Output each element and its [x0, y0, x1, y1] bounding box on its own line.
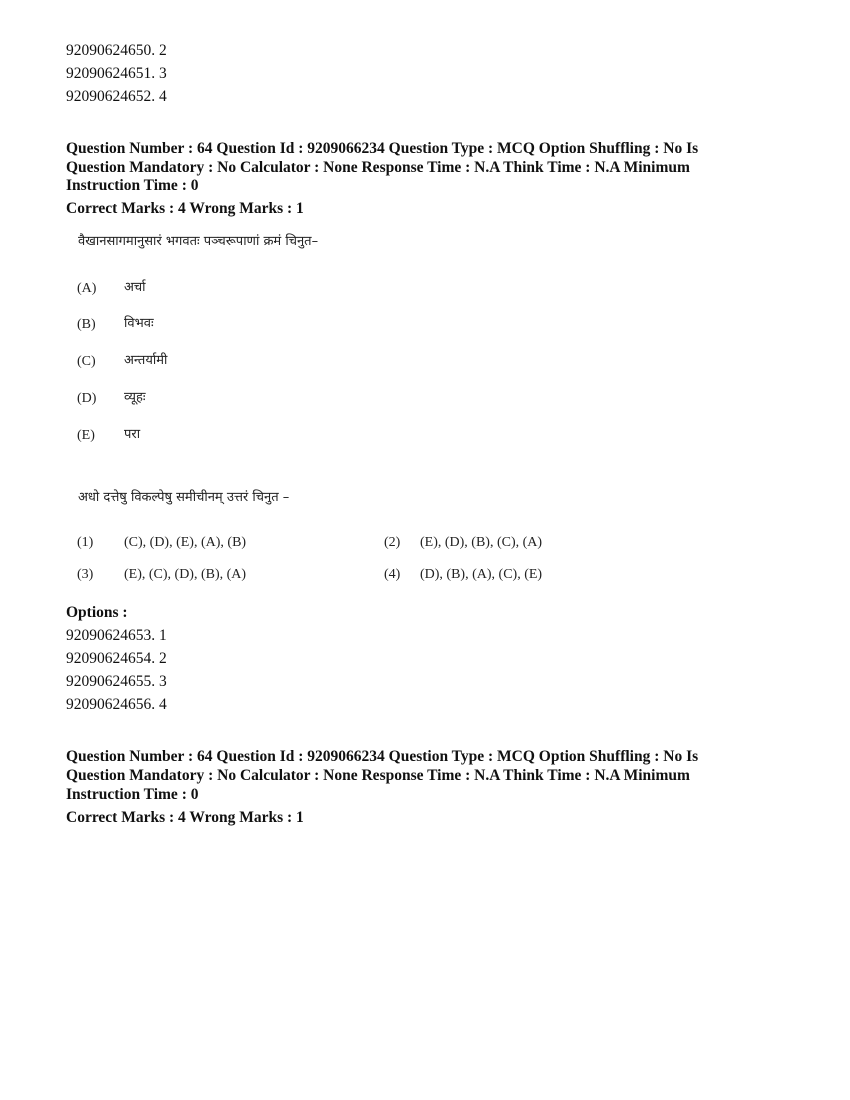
question-prompt: वैखानसागमानुसारं भगवतः पञ्चरूपाणां क्रमं चिनुत– — [78, 234, 319, 249]
option-number: 1 — [159, 627, 167, 644]
item-label: (D) — [77, 391, 97, 406]
option-id: 92090624655. — [66, 673, 156, 690]
option-number: 3 — [159, 65, 167, 82]
item-text: अर्चा — [124, 280, 146, 295]
option-id: 92090624656. — [66, 696, 156, 713]
choice-label: (1) — [77, 535, 94, 550]
option-number: 3 — [159, 673, 167, 690]
item-label: (A) — [77, 281, 97, 296]
option-number: 2 — [159, 42, 167, 59]
option-line — [66, 649, 167, 668]
option-line — [66, 626, 167, 645]
choice-label: (4) — [384, 567, 401, 582]
option-line — [66, 672, 167, 691]
option-id: 92090624652. — [66, 88, 156, 105]
item-text: व्यूहः — [124, 390, 146, 405]
item-text: विभवः — [124, 316, 154, 331]
prev-option-line — [66, 87, 167, 106]
prev-option-line — [66, 64, 167, 83]
option-id: 92090624650. — [66, 42, 156, 59]
next-question-header-line-2: Question Mandatory : No Calculator : None Response Time : N.A Think Time : N.A Minimum — [66, 767, 690, 784]
choice-text: (E), (C), (D), (B), (A) — [124, 567, 247, 582]
choice-label: (3) — [77, 567, 94, 582]
question-instruction: अधो दत्तेषु विकल्पेषु समीचीनम् उत्तरं चिनुत – — [78, 490, 290, 505]
question-header-line-1: Question Number : 64 Question Id : 9209066234 Question Type : MCQ Option Shuffling : No Is — [66, 140, 699, 157]
next-question-header-line-1: Question Number : 64 Question Id : 9209066234 Question Type : MCQ Option Shuffling : No Is — [66, 748, 699, 765]
item-text: अन्तर्यामी — [124, 353, 168, 368]
next-question-marks: Correct Marks : 4 Wrong Marks : 1 — [66, 809, 304, 826]
next-question-header-line-3: Instruction Time : 0 — [66, 786, 199, 803]
option-id: 92090624651. — [66, 65, 156, 82]
choice-text: (D), (B), (A), (C), (E) — [420, 567, 543, 582]
question-header-line-3: Instruction Time : 0 — [66, 177, 199, 194]
prev-option-line — [66, 41, 167, 60]
item-label: (B) — [77, 317, 96, 332]
question-marks: Correct Marks : 4 Wrong Marks : 1 — [66, 200, 304, 217]
item-label: (E) — [77, 428, 95, 443]
item-text: परा — [124, 427, 141, 442]
choice-label: (2) — [384, 535, 401, 550]
options-heading: Options : — [66, 604, 128, 621]
item-label: (C) — [77, 354, 96, 369]
option-id: 92090624653. — [66, 627, 156, 644]
option-number: 4 — [159, 88, 167, 105]
option-number: 2 — [159, 650, 167, 667]
choice-text: (C), (D), (E), (A), (B) — [124, 535, 247, 550]
question-header-line-2: Question Mandatory : No Calculator : None Response Time : N.A Think Time : N.A Minimum — [66, 159, 690, 176]
choice-text: (E), (D), (B), (C), (A) — [420, 535, 543, 550]
option-number: 4 — [159, 696, 167, 713]
option-line — [66, 695, 167, 714]
option-id: 92090624654. — [66, 650, 156, 667]
